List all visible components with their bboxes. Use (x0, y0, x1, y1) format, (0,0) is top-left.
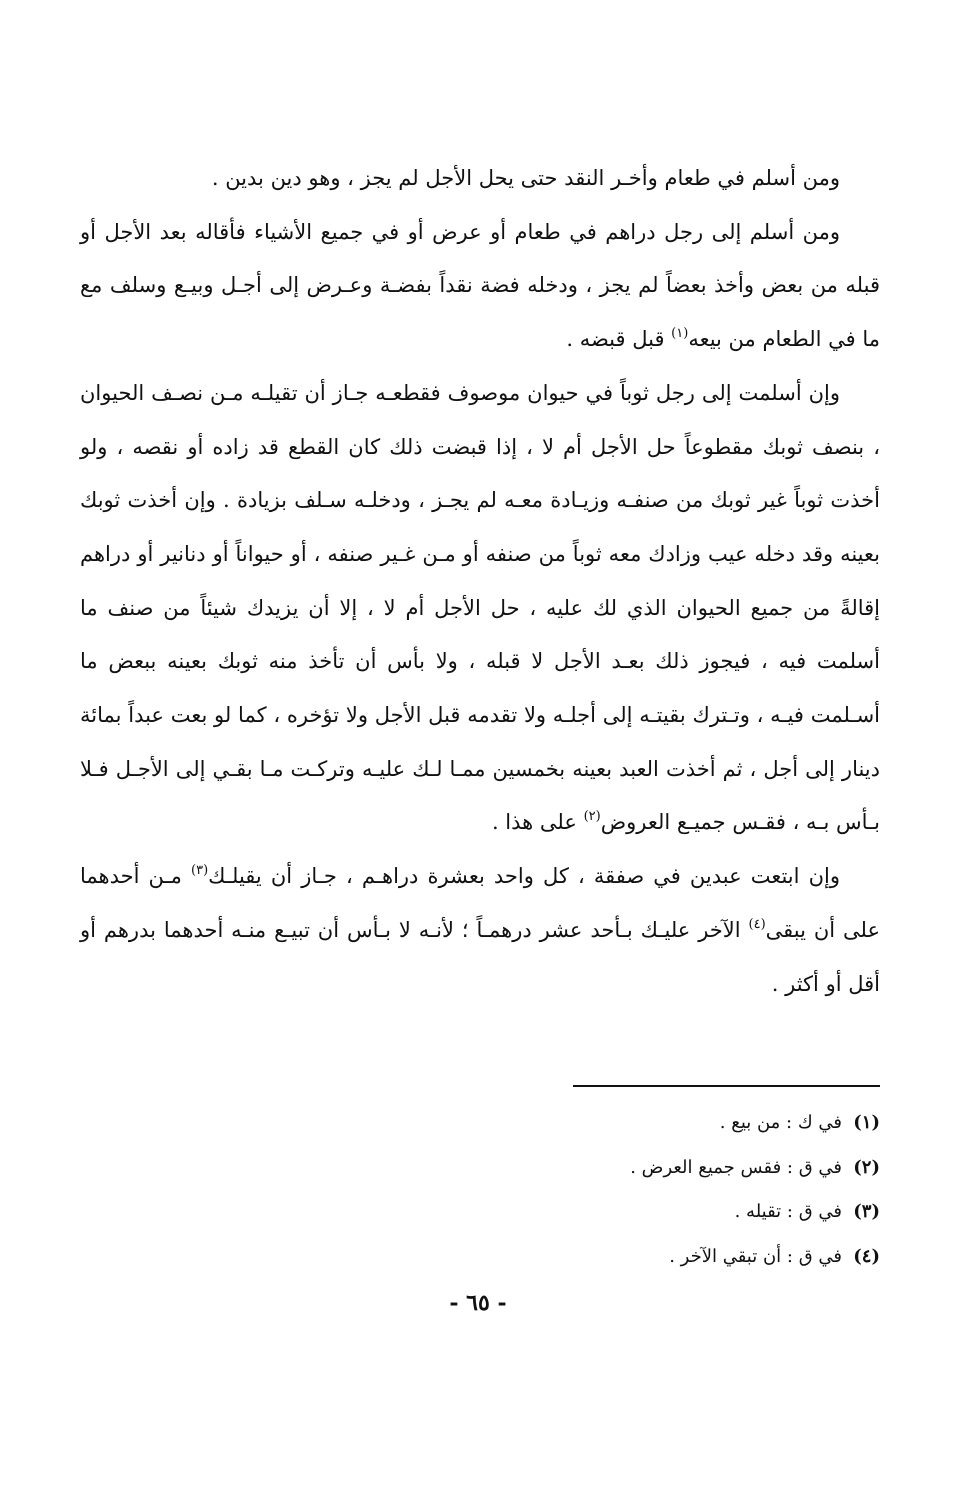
paragraph-text: وإن ابتعت عبدين في صفقة ، كل واحد بعشرة دراهـم ، جـاز أن يقيلـك (208, 864, 840, 889)
paragraph-text: وإن أسلمت إلى رجل ثوباً في حيوان موصوف فقطعـه جـاز أن تقيلـه مـن نصـف الحيوان ، بنصف ثوبك مقطوعاً حل الأجل أم لا ، إذا قبضت ذلك كان القطع قد زاده أو نقصه ، ولو أخذت ثوباً غير ثوبك من صنفـه وزيـادة معـه لم يجـز ، ودخلـه سـلف بزيادة . وإن أخذت ثوبك بعينه وقد دخله عيب وزادك معه ثوباً من صنفه أو مـن غـير صنفه ، أو حيواناً أو دنانير أو دراهم إقالةً من جميع الحيوان الذي لك عليه ، حل الأجل أم لا ، إلا أن يزيدك شيئاً من صنف ما أسلمت فيه ، فيجوز ذلك بعـد الأجل لا قبله ، ولا بأس أن تأخذ منه ثوبك بعينه ببعض ما أسـلمت فيـه ، وتـترك بقيتـه إلى أجلـه ولا تقدمه قبل الأجل ولا تؤخره ، كما لو بعت عبداً بمائة دينار إلى أجل ، ثم أخذت العبد بعينه بخمسين ممـا لـك عليـه وتركـت مـا بقـي إلى الأجـل فـلا بـأس بـه ، فقـس جميـع العروض (80, 380, 880, 835)
paragraph-2 (80, 206, 880, 367)
footnote-mark-2: (٢) (583, 809, 601, 825)
footnote-text: في ق : تقيله . (734, 1201, 842, 1222)
footnote-number: (٣) (853, 1201, 880, 1222)
paragraph-text: ومن أسلم في طعام وأخـر النقد حتى يحل الأجل لم يجز ، وهو دين بدين . (211, 166, 840, 190)
paragraph-text-middle: مـن أحدهما على أن يبقى (80, 864, 880, 942)
footnote-mark-1: (١) (671, 326, 689, 342)
page-number: - ٦٥ - (449, 1290, 507, 1316)
main-text (80, 152, 880, 1011)
footnote-number: (٢) (853, 1156, 880, 1178)
footnote-text: في ق : أن تبقي الآخر . (669, 1245, 842, 1267)
footnotes (380, 1101, 880, 1279)
footnote-number: (٤) (853, 1245, 880, 1267)
paragraph-text: ومن أسلم إلى رجل دراهم في طعام أو عرض أو في جميع الأشياء فأقاله بعد الأجل أو قبله من بعض وأخذ بعضاً لم يجز ، ودخله فضة نقداً بفضـة وعـرض إلى أجـل وبيـع وسلف مع ما في الطعام من بيعه (80, 219, 880, 352)
footnote-text: في ق : فقس جميع العرض . (630, 1156, 842, 1178)
footnote-text: في ك : من بيع . (719, 1112, 842, 1133)
paragraph-3 (80, 367, 880, 850)
footnote-divider (573, 1085, 880, 1087)
footnote-mark-4: (٤) (748, 916, 766, 932)
footnote-2 (380, 1146, 880, 1191)
paragraph-4 (80, 850, 880, 1011)
footnote-4 (380, 1235, 880, 1280)
paragraph-text-after: على هذا . (491, 810, 584, 835)
footnote-1 (380, 1101, 880, 1146)
footnote-3 (380, 1190, 880, 1235)
paragraph-text-after: الآخر عليـك بـأحد عشر درهمـاً ؛ لأنـه لا بـأس أن تبيـع منـه أحدهما بدرهم أو أقل أو أكثر . (80, 917, 880, 996)
footnote-number: (١) (853, 1112, 880, 1133)
paragraph-text-after: قبل قبضه . (566, 327, 672, 352)
footnote-mark-3: (٣) (191, 863, 209, 879)
paragraph-1 (80, 152, 880, 206)
